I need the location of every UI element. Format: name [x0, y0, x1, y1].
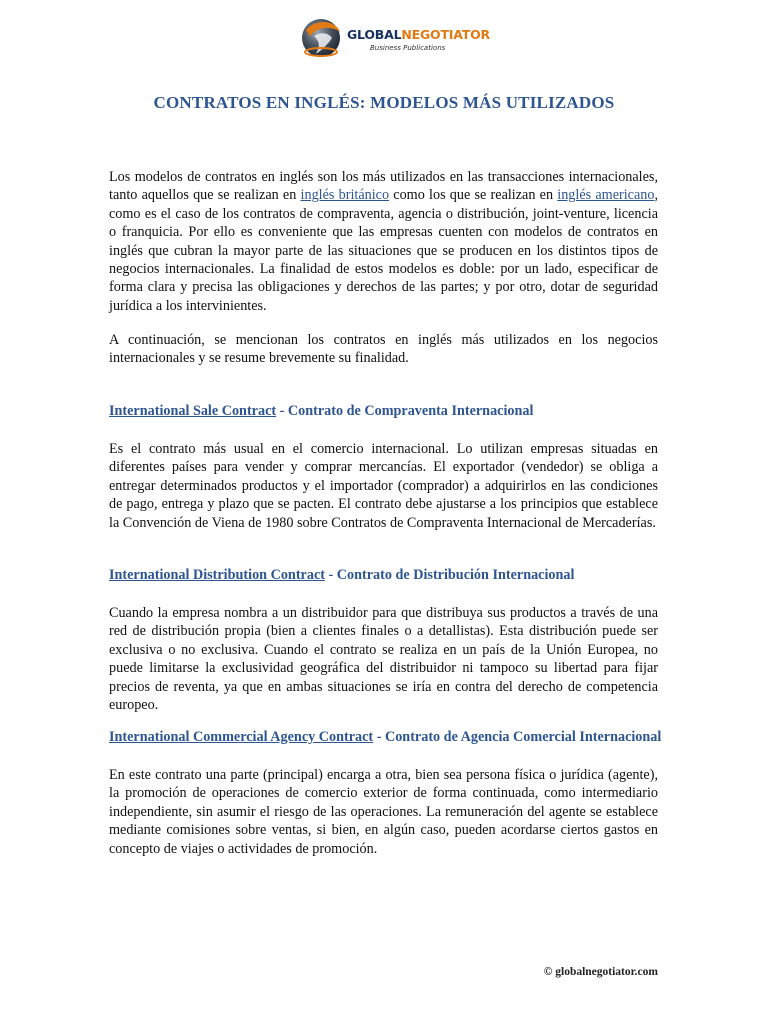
globe-logo-icon: [298, 14, 344, 60]
logo-wordmark: [347, 27, 490, 42]
logo-wordmark-global: GLOBAL: [347, 27, 402, 42]
section-body-sale-contract: Es el contrato más usual en el comercio internacional. Lo utilizan empresas situadas en diferentes países para vender y comprar mercancías. El exportador (vendedor) se obliga a entregar determinados productos y el importador (comprador) a adquirirlos en las condiciones de pago, entrega y plazo que se pacten. El contrato debe ajustarse a los principios que establece la Convención de Viena de 1980 sobre Contratos de Compraventa Internacional de Mercaderías.: [109, 441, 658, 531]
intro-text-3: , como es el caso de los contratos de compraventa, agencia o distribución, joint-venture, licencia o franquicia. Por ello es conveniente que las empresas cuenten con modelos de contratos en inglés que cubran la mayor parte de las situaciones que se producen en los distintos tipos de negocios internacionales. La finalidad de estos modelos es doble: por un lado, especificar de forma clara y precisa las obligaciones y derechos de las partes; y por otro, dotar de seguridad jurídica a los intervinientes.: [109, 187, 658, 314]
globalnegotiator-logo[interactable]: [298, 14, 490, 64]
footer-copyright: © globalnegotiator.com: [543, 966, 658, 978]
intro-paragraph: [109, 168, 658, 315]
section-heading-es: Contrato de Distribución Internacional: [336, 567, 575, 583]
section-heading-separator: -: [276, 403, 288, 419]
section-heading-en[interactable]: International Sale Contract: [109, 403, 277, 419]
section-heading-agency-contract[interactable]: [109, 729, 669, 746]
logo-subtitle: Business Publications: [370, 44, 446, 52]
section-heading-separator: -: [324, 567, 337, 583]
section-heading-distribution-contract[interactable]: [109, 567, 669, 584]
intro-text-1: Los modelos de contratos en inglés son los más utilizados en las transacciones internacionales, tanto aquellos que se realizan en: [109, 169, 658, 204]
section-heading-separator: -: [373, 729, 385, 745]
section-body-agency-contract: En este contrato una parte (principal) encarga a otra, bien sea persona física o jurídica (agente), la promoción de operaciones de comercio exterior de forma continuada, como intermediario independiente, sin asumir el riesgo de las operaciones. La remuneración del agente se establece mediante comisiones sobre ventas, si bien, en algún caso, pueden acordarse ciertos gastos en concepto de viajes o actividades de promoción.: [109, 767, 658, 857]
section-heading-es: Contrato de Agencia Comercial Internacional: [384, 729, 662, 745]
section-heading-en[interactable]: International Distribution Contract: [109, 567, 325, 583]
link-ingles-americano[interactable]: inglés americano: [557, 187, 655, 204]
logo-wordmark-negotiator: NEGOTIATOR: [401, 27, 490, 42]
section-body-distribution-contract: Cuando la empresa nombra a un distribuidor para que distribuya sus productos a través de una red de distribución propia (bien a clientes finales o a detallistas). Esta distribución puede ser exclusiva o no exclusiva. Cuando el contrato se realiza en un país de la Unión Europea, no puede limitarse la exclusividad geográfica del distribuidor ni tampoco su libertad para fijar precios de reventa, ya que en ambas situaciones se iría en contra del derecho de competencia europeo.: [109, 605, 658, 714]
link-ingles-britanico[interactable]: inglés británico: [300, 187, 390, 204]
section-heading-en[interactable]: International Commercial Agency Contract: [109, 729, 374, 745]
section-heading-sale-contract[interactable]: [109, 403, 669, 420]
section-heading-es: Contrato de Compraventa Internacional: [287, 403, 534, 419]
intro-paragraph-2: A continuación, se mencionan los contratos en inglés más utilizados en los negocios internacionales y se resume brevemente su finalidad.: [109, 332, 658, 367]
page-title: CONTRATOS EN INGLÉS: MODELOS MÁS UTILIZADOS: [153, 93, 615, 112]
intro-text-2: como los que se realizan en: [389, 187, 558, 204]
